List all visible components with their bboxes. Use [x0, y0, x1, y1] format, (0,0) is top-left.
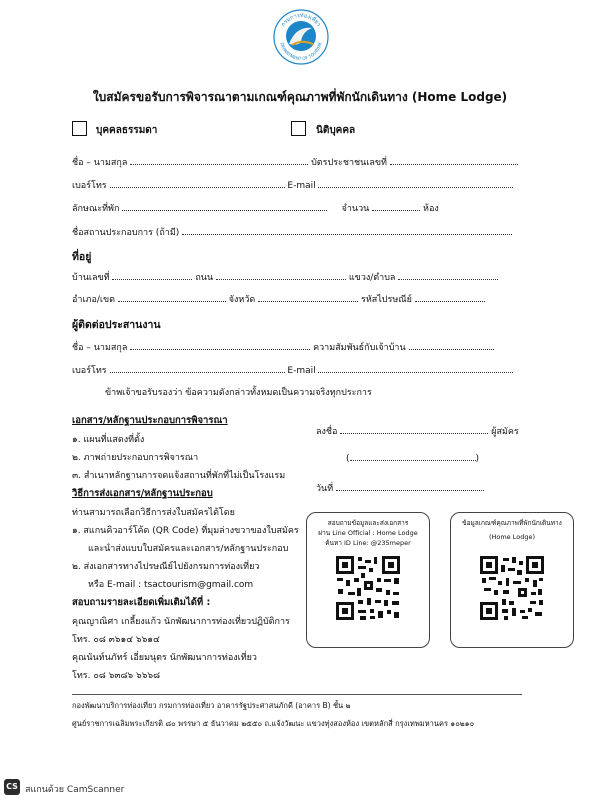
- business-label: ชื่อสถานประกอบการ (ถ้ามี): [72, 228, 180, 238]
- footer-address-1: กองพัฒนาบริการท่องเที่ยว กรมการท่องเที่ยว อาคารรัฐประศาสนภักดี (อาคาร B) ชั้น ๒: [72, 701, 351, 710]
- business-field[interactable]: [182, 226, 512, 235]
- name-field[interactable]: [130, 156, 308, 165]
- phone-email-row: [72, 178, 513, 192]
- contact-person-2: คุณนันท์นภัทร์ เอี่ยมนุตร นักพัฒนาการท่องเที่ยว: [72, 653, 257, 663]
- printed-name-row: [346, 452, 479, 464]
- qr2-caption-2: (Home Lodge): [488, 533, 536, 541]
- contact-person-1: คุณญาณิศา เกลี้ยงแก้ว นักพัฒนาการท่องเที่ยวปฏิบัติการ: [72, 617, 290, 627]
- id-card-field[interactable]: [390, 156, 518, 165]
- qr-code-icon: [334, 554, 402, 622]
- room-count-field[interactable]: [372, 202, 420, 211]
- line-official-qr-card: [306, 512, 430, 648]
- line-qr-code[interactable]: [334, 554, 402, 622]
- relation-field[interactable]: [409, 341, 494, 350]
- applicant-label: ผู้สมัคร: [491, 427, 519, 437]
- sign-label: ลงชื่อ: [316, 427, 338, 437]
- printed-name-field[interactable]: [350, 452, 476, 461]
- date-field[interactable]: [336, 482, 484, 491]
- house-no-label: บ้านเลขที่: [72, 273, 110, 283]
- qr2-caption-1: ข้อมูลเกณฑ์คุณภาพที่พักนักเดินทาง: [462, 519, 562, 527]
- id-card-label: บัตรประชาชนเลขที่: [311, 158, 387, 168]
- business-row: [72, 225, 512, 239]
- lodging-row: [72, 201, 439, 215]
- house-no-field[interactable]: [112, 271, 192, 280]
- individual-checkbox[interactable]: [72, 121, 87, 136]
- submission-email: หรือ E-mail : tsactourism@gmail.com: [88, 580, 254, 590]
- contact-email-field[interactable]: [318, 364, 513, 373]
- email-label: E-mail: [287, 181, 316, 191]
- lodging-type-field[interactable]: [122, 202, 327, 211]
- submission-item: ๒. ส่งเอกสารทางไปรษณีย์ไปยังกรมการท่องเที่ยว: [72, 562, 260, 572]
- contact-name-field[interactable]: [130, 341, 310, 350]
- contact-phone-1: โทร. ๐๘ ๓๖๑๔ ๖๖๑๔: [72, 635, 160, 645]
- qr1-caption-1: สอบถามข้อมูลและส่งเอกสาร: [327, 519, 409, 527]
- document-item: ๒. ภาพถ่ายประกอบการพิจารณา: [72, 453, 199, 463]
- svg-text:DEPARTMENT OF TOURISM: DEPARTMENT OF TOURISM: [278, 42, 324, 63]
- footer-address-2: ศูนย์ราชการเฉลิมพระเกียรติ ๘๐ พรรษา ๕ ธันวาคม ๒๕๕๐ ถ.แจ้งวัฒนะ แขวงทุ่งสองห้อง เขตหลักสี่ กรุงเทพมหานคร ๑๐๒๑๐: [72, 719, 475, 728]
- signature-row: [316, 424, 519, 438]
- district-label: อำเภอ/เขต: [72, 295, 115, 305]
- subdistrict-field[interactable]: [398, 271, 498, 280]
- contact-heading: ผู้ติดต่อประสานงาน: [72, 319, 161, 331]
- address-row-2: [72, 292, 485, 306]
- name-row: [72, 155, 518, 169]
- qr1-caption-2: ผ่าน Line Official : Home Lodge: [318, 529, 418, 537]
- document-item: ๑. แผนที่แสดงที่ตั้ง: [72, 435, 145, 445]
- phone-field[interactable]: [110, 179, 285, 188]
- submission-intro: ท่านสามารถเลือกวิธีการส่งใบสมัครได้โดย: [72, 508, 235, 518]
- date-row: [316, 481, 484, 495]
- submission-item: ๑. สแกนคิวอาร์โค้ด (QR Code) ที่มุมล่างขวาของใบสมัคร: [72, 526, 299, 536]
- documents-heading: เอกสาร/หลักฐานประกอบการพิจารณา: [72, 415, 228, 426]
- address-heading: ที่อยู่: [72, 251, 92, 263]
- phone-label: เบอร์โทร: [72, 181, 107, 191]
- certification-text: ข้าพเจ้าขอรับรองว่า ข้อความดังกล่าวทั้งหมดเป็นความจริงทุกประการ: [105, 388, 372, 398]
- province-label: จังหวัด: [228, 295, 256, 305]
- qr-code-icon: [478, 554, 546, 622]
- contact-row-1: [72, 340, 494, 354]
- close-paren: ): [475, 454, 480, 464]
- province-field[interactable]: [258, 293, 358, 302]
- submission-heading: วิธีการส่งเอกสาร/หลักฐานประกอบ: [72, 488, 213, 499]
- lodging-type-label: ลักษณะที่พัก: [72, 204, 120, 214]
- road-label: ถนน: [195, 273, 214, 283]
- contact-phone-label: เบอร์โทร: [72, 366, 107, 376]
- contact-row-2: [72, 363, 513, 377]
- footer-divider: [72, 694, 522, 695]
- count-label: จำนวน: [341, 204, 370, 214]
- juristic-checkbox[interactable]: [291, 121, 306, 136]
- tourism-department-logo: [272, 8, 330, 66]
- contact-phone-field[interactable]: [110, 364, 285, 373]
- email-field[interactable]: [318, 179, 513, 188]
- contact-phone-2: โทร. ๐๘ ๖๓๘๖ ๖๖๖๘: [72, 671, 161, 681]
- postal-label: รหัสไปรษณีย์: [360, 295, 412, 305]
- camscanner-logo: CS: [4, 779, 20, 795]
- room-label: ห้อง: [423, 204, 439, 214]
- contact-name-label: ชื่อ – นามสกุล: [72, 343, 128, 353]
- individual-label: บุคคลธรรมดา: [96, 125, 158, 136]
- contact-email-label: E-mail: [287, 366, 316, 376]
- postal-field[interactable]: [415, 293, 485, 302]
- name-label: ชื่อ – นามสกุล: [72, 158, 128, 168]
- document-item: ๓. สำเนาหลักฐานการจดแจ้งสถานที่พักที่ไม่เป็นโรงแรม: [72, 471, 286, 481]
- date-label: วันที่: [316, 484, 334, 494]
- qr1-caption-3: ค้นหา ID Line: @235meper: [325, 539, 411, 547]
- district-field[interactable]: [118, 293, 226, 302]
- camscanner-text: สแกนด้วย CamScanner: [25, 785, 125, 795]
- svg-text:กรมการท่องเที่ยว: กรมการท่องเที่ยว: [280, 12, 322, 28]
- juristic-label: นิติบุคคล: [316, 125, 356, 136]
- form-title: ใบสมัครขอรับการพิจารณาตามเกณฑ์คุณภาพที่พักนักเดินทาง (Home Lodge): [92, 90, 508, 104]
- road-field[interactable]: [216, 271, 346, 280]
- criteria-qr-code[interactable]: [478, 554, 546, 622]
- open-paren: (: [346, 454, 350, 464]
- subdistrict-label: แขวง/ตำบล: [348, 273, 396, 283]
- relation-label: ความสัมพันธ์กับเจ้าบ้าน: [313, 343, 406, 353]
- criteria-info-qr-card: [450, 512, 574, 648]
- inquiry-heading: สอบถามรายละเอียดเพิ่มเติมได้ที่ :: [72, 597, 211, 608]
- address-row-1: [72, 270, 498, 284]
- signature-field[interactable]: [340, 425, 488, 434]
- submission-item-cont: และนำส่งแบบใบสมัครและเอกสาร/หลักฐานประกอบ: [88, 544, 289, 554]
